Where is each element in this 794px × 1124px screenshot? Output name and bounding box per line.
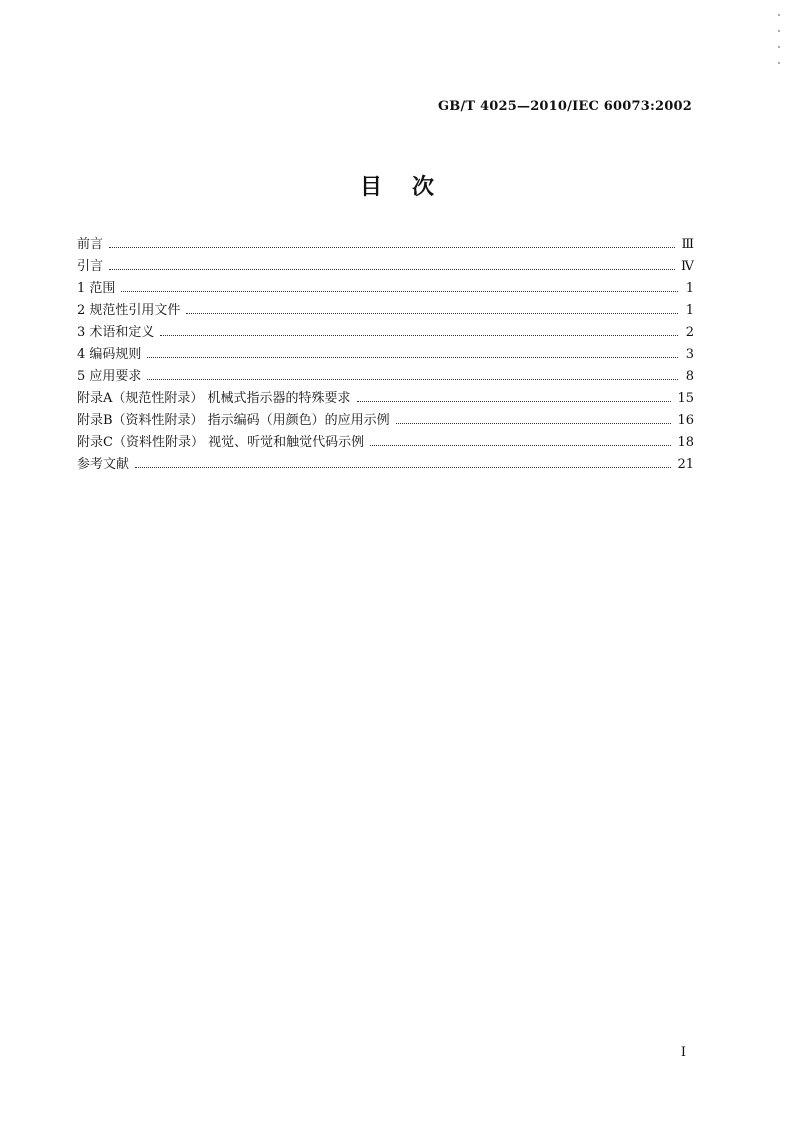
toc-leader-dots	[357, 401, 672, 402]
toc-entry[interactable]	[77, 454, 694, 476]
scan-edge-mark	[778, 62, 780, 64]
toc-leader-dots	[121, 291, 678, 292]
toc-entry-page: 1	[685, 303, 694, 318]
toc-entry[interactable]	[77, 278, 694, 300]
toc-entry[interactable]	[77, 432, 694, 454]
document-code: GB/T 4025—2010/IEC 60073:2002	[437, 99, 692, 114]
toc-leader-dots	[396, 423, 672, 424]
toc-entry-page: 1	[685, 281, 694, 296]
toc-entry[interactable]	[77, 388, 694, 410]
toc-entry-page: 8	[685, 369, 694, 384]
toc-entry-page: 16	[677, 413, 694, 428]
toc-entry[interactable]	[77, 410, 694, 432]
toc-entry-label: 附录B（资料性附录） 指示编码（用颜色）的应用示例	[77, 413, 390, 428]
toc-entry[interactable]	[77, 344, 694, 366]
toc-entry-page: 15	[677, 391, 694, 406]
toc-entry-label: 1 范围	[77, 281, 116, 296]
page-title: 目次	[359, 174, 464, 200]
toc-entry-page: 2	[685, 325, 694, 340]
toc-leader-dots	[160, 335, 678, 336]
toc-entry-label: 引言	[77, 259, 104, 274]
toc-leader-dots	[135, 467, 671, 468]
toc-entry[interactable]	[77, 300, 694, 322]
toc-entry-page: 3	[685, 347, 694, 362]
toc-entry-label: 2 规范性引用文件	[77, 303, 181, 318]
toc-entry-label: 参考文献	[77, 457, 130, 472]
scan-edge-mark	[778, 14, 780, 16]
toc-entry[interactable]	[77, 234, 694, 256]
page-number: I	[680, 1045, 686, 1060]
toc-leader-dots	[147, 357, 678, 358]
toc-entry-page: 18	[677, 435, 694, 450]
toc-entry[interactable]	[77, 322, 694, 344]
scan-edge-mark	[778, 30, 780, 32]
toc-entry[interactable]	[77, 366, 694, 388]
toc-entry-page: Ⅳ	[681, 259, 694, 274]
toc-entry-label: 前言	[77, 237, 104, 252]
toc-entry-label: 附录C（资料性附录） 视觉、听觉和触觉代码示例	[77, 435, 365, 450]
toc-entry-label: 4 编码规则	[77, 347, 142, 362]
toc-entry-label: 附录A（规范性附录） 机械式指示器的特殊要求	[77, 391, 351, 406]
toc-entry-page: 21	[677, 457, 694, 472]
toc-entry-label: 3 术语和定义	[77, 325, 155, 340]
toc-leader-dots	[370, 445, 671, 446]
toc-entry-label: 5 应用要求	[77, 369, 142, 384]
toc-leader-dots	[186, 313, 678, 314]
toc-leader-dots	[109, 247, 675, 248]
toc-leader-dots	[147, 379, 678, 380]
scan-edge-mark	[778, 46, 780, 48]
toc-entry-page: Ⅲ	[681, 237, 694, 252]
table-of-contents	[77, 234, 694, 476]
toc-leader-dots	[109, 269, 675, 270]
toc-entry[interactable]	[77, 256, 694, 278]
